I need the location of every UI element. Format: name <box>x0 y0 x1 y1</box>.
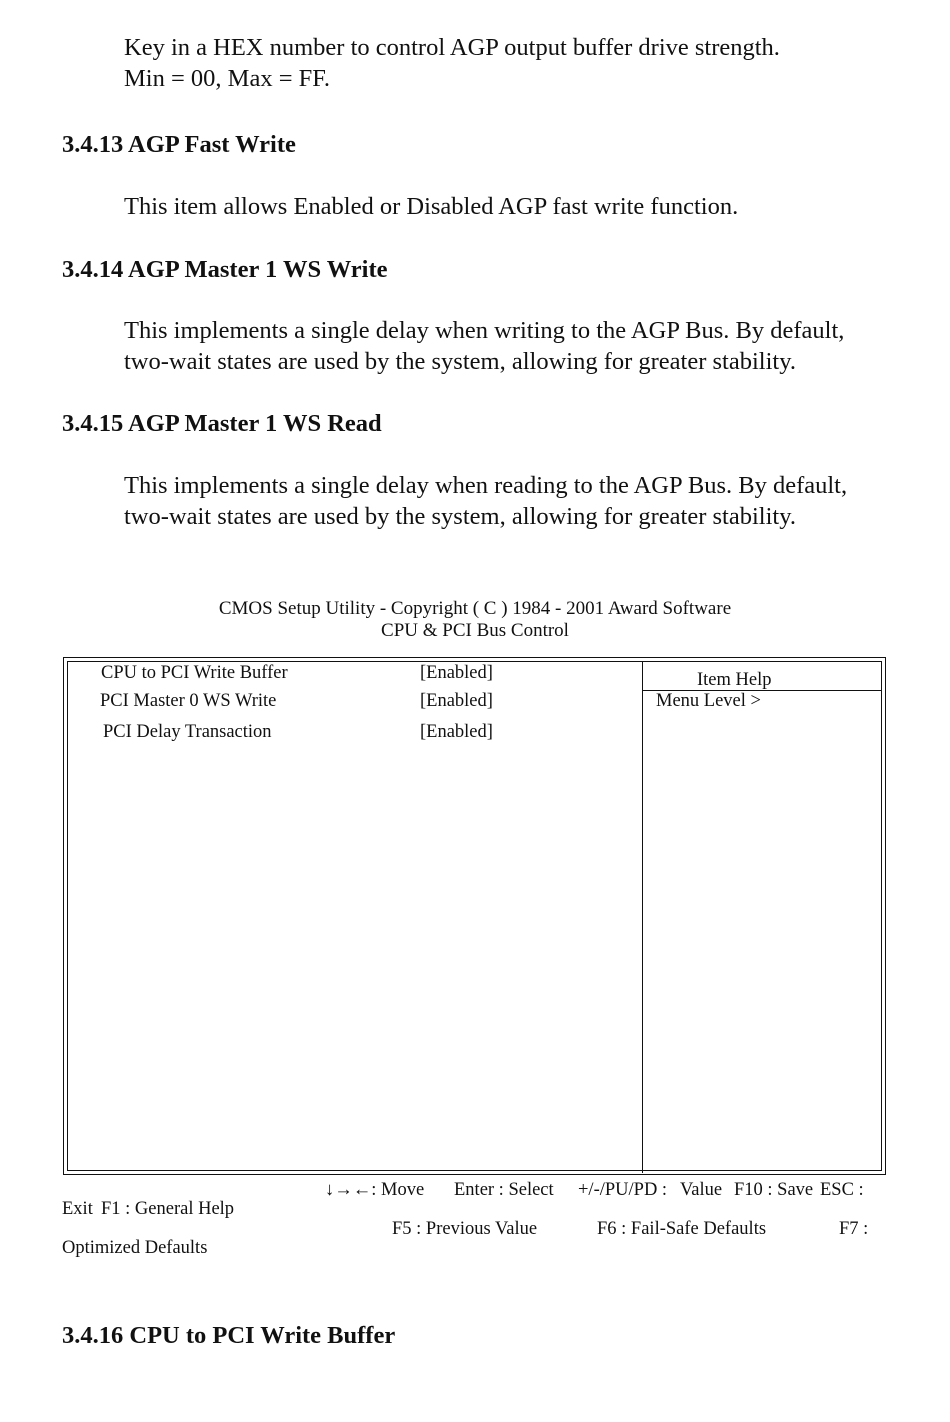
bios-item-pci-delay-transaction-value[interactable]: [Enabled] <box>420 722 493 742</box>
key-plus-minus: +/-/PU/PD : <box>578 1180 668 1200</box>
key-f5-previous-value: F5 : Previous Value <box>392 1219 538 1239</box>
bios-item-pci-master-0-ws-write-value[interactable]: [Enabled] <box>420 691 493 711</box>
key-f6-fail-safe-defaults: F6 : Fail-Safe Defaults <box>597 1219 767 1239</box>
intro-line-1: Key in a HEX number to control AGP output buffer drive strength. <box>124 34 780 61</box>
section-body-agp-master-ws-write-line-1: This implements a single delay when writing to the AGP Bus. By default, <box>124 317 845 344</box>
key-exit: Exit <box>62 1199 93 1219</box>
bios-item-cpu-to-pci-write-buffer-value[interactable]: [Enabled] <box>420 663 493 683</box>
section-body-agp-master-ws-read-line-1: This implements a single delay when reading to the AGP Bus. By default, <box>124 472 848 499</box>
key-f7: F7 : <box>839 1219 869 1239</box>
bios-item-pci-delay-transaction[interactable]: PCI Delay Transaction <box>103 722 272 742</box>
bios-subtitle: CPU & PCI Bus Control <box>381 620 569 641</box>
section-heading-agp-fast-write: 3.4.13 AGP Fast Write <box>62 131 296 158</box>
section-body-agp-master-ws-read-line-2: two-wait states are used by the system, allowing for greater stability. <box>124 503 796 530</box>
key-move-arrows: ↓→←: Move <box>325 1180 425 1200</box>
bios-title: CMOS Setup Utility - Copyright ( C ) 1984 - 2001 Award Software <box>218 598 732 619</box>
key-f1-general-help: F1 : General Help <box>101 1199 235 1219</box>
key-value: Value <box>680 1180 723 1200</box>
key-esc: ESC : <box>820 1180 864 1200</box>
section-body-agp-master-ws-write-line-2: two-wait states are used by the system, allowing for greater stability. <box>124 348 796 375</box>
bios-item-cpu-to-pci-write-buffer[interactable]: CPU to PCI Write Buffer <box>101 663 288 683</box>
item-help-title: Item Help <box>697 670 772 690</box>
bios-item-pci-master-0-ws-write[interactable]: PCI Master 0 WS Write <box>100 691 277 711</box>
section-body-agp-fast-write: This item allows Enabled or Disabled AGP fast write function. <box>124 193 739 220</box>
intro-line-2: Min = 00, Max = FF. <box>124 65 331 92</box>
key-f10-save: F10 : Save <box>734 1180 814 1200</box>
menu-level-text: Menu Level > <box>656 691 761 711</box>
section-heading-cpu-to-pci-write-buffer: 3.4.16 CPU to PCI Write Buffer <box>62 1322 396 1349</box>
section-heading-agp-master-ws-write: 3.4.14 AGP Master 1 WS Write <box>62 256 388 283</box>
bios-help-divider <box>642 661 643 1173</box>
section-heading-agp-master-ws-read: 3.4.15 AGP Master 1 WS Read <box>62 410 382 437</box>
key-optimized-defaults: Optimized Defaults <box>62 1238 208 1258</box>
key-enter-select: Enter : Select <box>454 1180 554 1200</box>
